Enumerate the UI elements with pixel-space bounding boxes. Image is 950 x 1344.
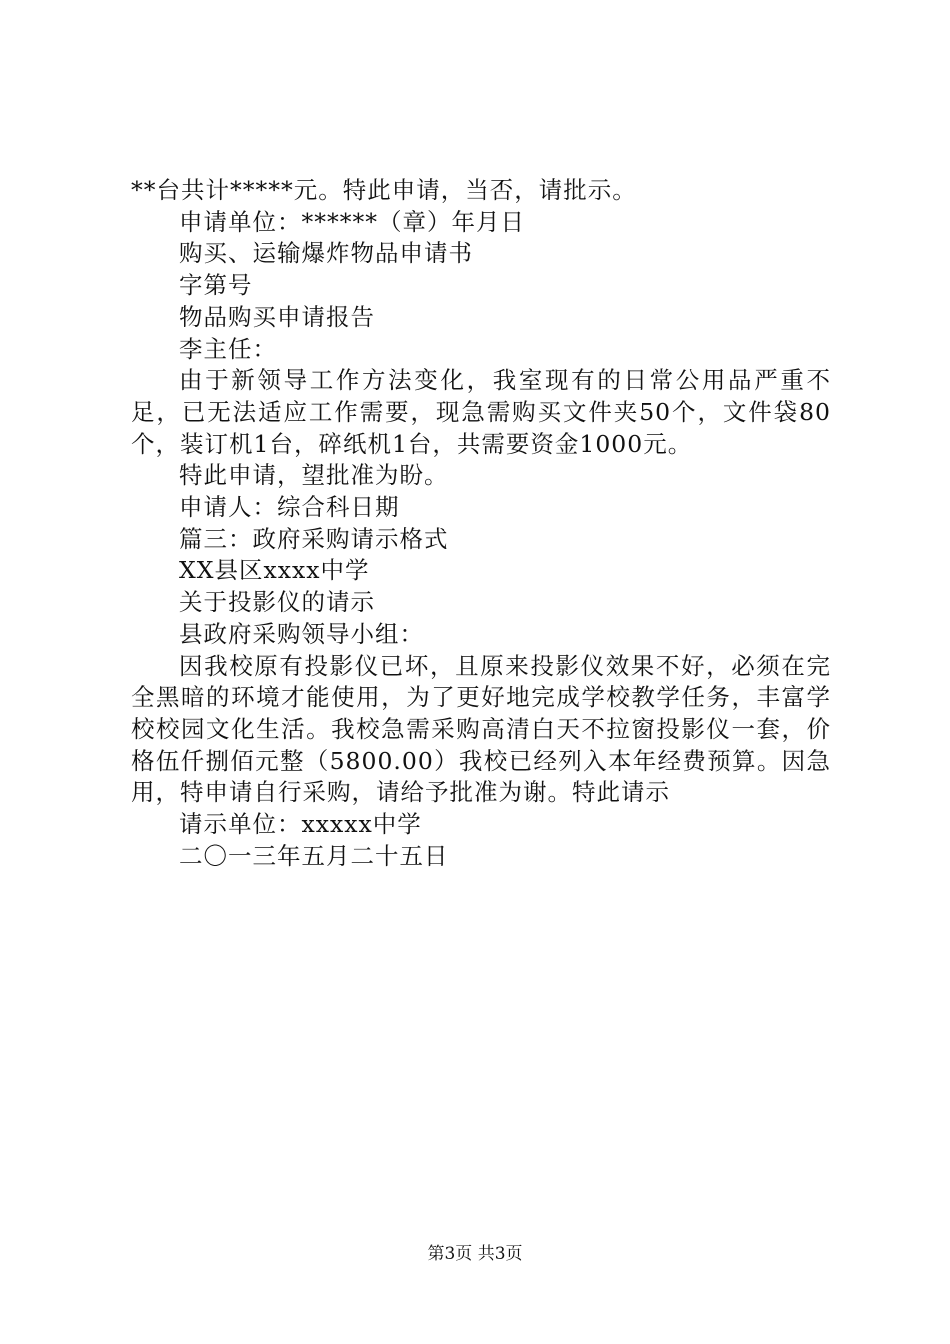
text-line-closing: 特此申请，望批准为盼。 bbox=[179, 461, 449, 490]
text-line-section-title: 篇三：政府采购请示格式 bbox=[179, 524, 449, 553]
text-line-report-title: 物品购买申请报告 bbox=[179, 302, 375, 331]
text-line-doc-number: 字第号 bbox=[179, 271, 253, 300]
text-line-requesting-unit: 请示单位：xxxxx中学 bbox=[179, 810, 422, 839]
text-line-school-name: XX县区xxxx中学 bbox=[179, 556, 370, 585]
text-paragraph-projector: 因我校原有投影仪已坏，且原来投影仪效果不好，必须在完全黑暗的环境才能使用，为了更好地完成学校教学任务，丰富学校校园文化生活。我校急需采购高清白天不拉窗投影仪一套，价格伍仟捌佰元整（5800.00）我校已经列入本年经费预算。因急用，特申请自行采购，请给予批准为谢。特此请示 bbox=[131, 651, 831, 807]
text-line-intro: **台共计*****元。特此申请，当否，请批示。 bbox=[131, 176, 637, 204]
text-line-applicant-unit: 申请单位：******（章）年月日 bbox=[179, 207, 525, 236]
text-line-recipient: 县政府采购领导小组： bbox=[179, 619, 424, 648]
text-line-date: 二〇一三年五月二十五日 bbox=[179, 841, 449, 870]
document-body bbox=[131, 175, 831, 872]
text-line-request-title: 关于投影仪的请示 bbox=[179, 588, 375, 617]
text-line-salutation: 李主任： bbox=[179, 334, 277, 363]
text-line-applicant: 申请人：综合科日期 bbox=[179, 493, 400, 522]
text-line-explosives-title: 购买、运输爆炸物品申请书 bbox=[179, 239, 473, 268]
text-paragraph-request: 由于新领导工作方法变化，我室现有的日常公用品严重不足，已无法适应工作需要，现急需购买文件夹50个，文件袋80个，装订机1台，碎纸机1台，共需要资金1000元。 bbox=[131, 366, 831, 458]
page-number-footer: 第3页 共3页 bbox=[427, 1244, 523, 1264]
